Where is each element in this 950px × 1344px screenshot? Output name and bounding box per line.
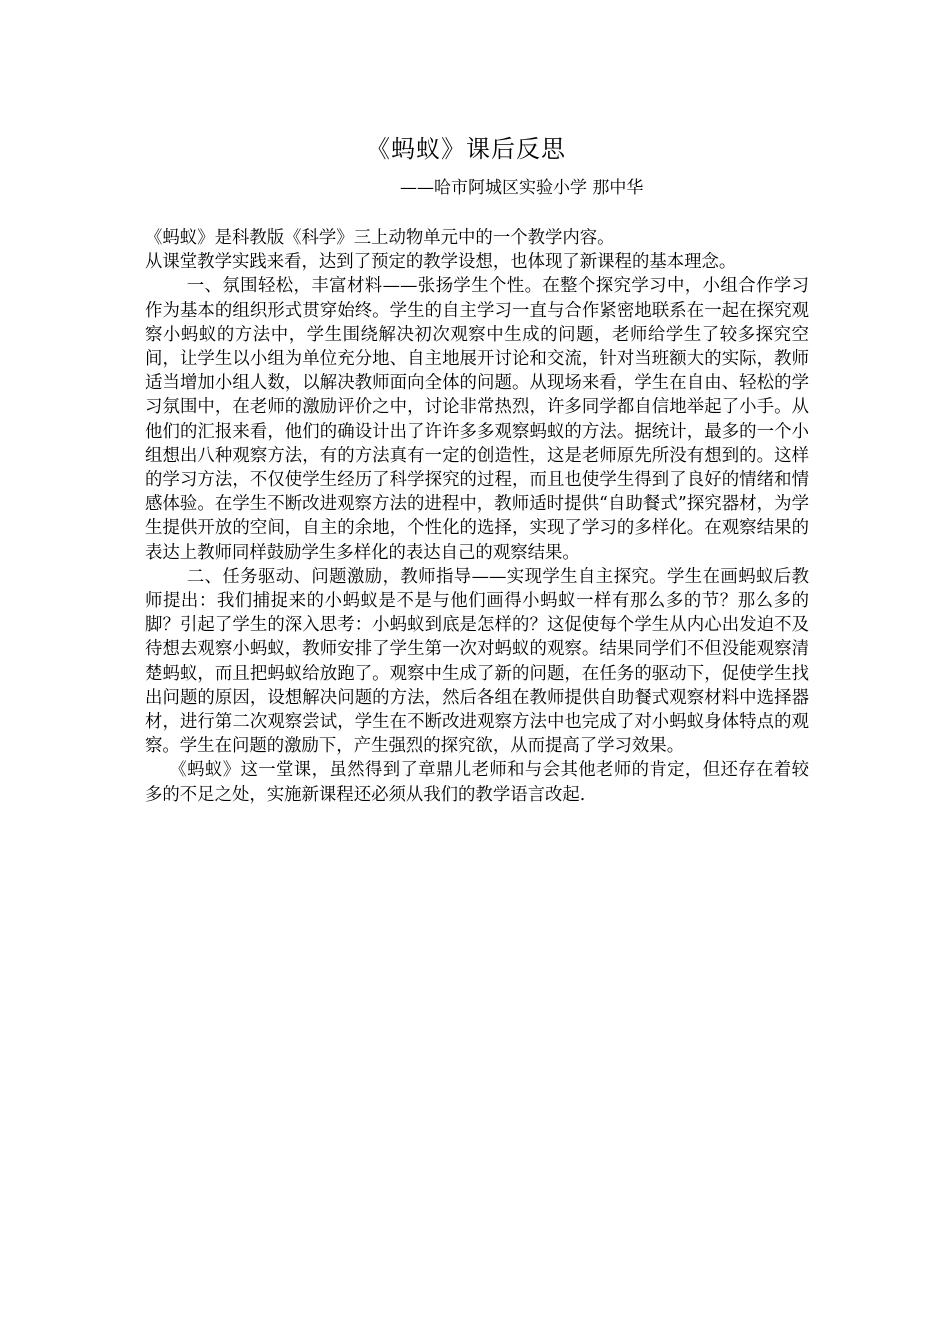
paragraph-intro-2: 从课堂教学实践来看，达到了预定的教学设想，也体现了新课程的基本理念。 xyxy=(145,252,737,273)
document-title: 《蚂蚁》课后反思 xyxy=(366,135,566,163)
paragraph-conclusion: 《蚂蚁》这一堂课，虽然得到了章鼎儿老师和与会其他老师的肯定，但还存在着较多的不足之处，实施新课程还必须从我们的教学语言改起. xyxy=(145,760,809,805)
author-line: ——哈市阿城区实验小学 那中华 xyxy=(400,178,644,198)
paragraph-intro-1: 《蚂蚁》是科教版《科学》三上动物单元中的一个教学内容。 xyxy=(145,228,615,248)
paragraph-section-2: 二、任务驱动、问题激励，教师指导——实现学生自主探究。学生在画蚂蚁后教师提出：我们捕捉来的小蚂蚁是不是与他们画得小蚂蚁一样有那么多的节？那么多的脚？引起了学生的深入思考：小蚂蚁到底是怎样的？这促使每个学生从内心出发迫不及待想去观察小蚂蚁，教师安排了学生第一次对蚂蚁的观察。结果同学们不但没能观察清楚蚂蚁，而且把蚂蚁给放跑了。观察中生成了新的问题，在任务的驱动下，促使学生找出问题的原因，设想解决问题的方法，然后各组在教师提供自助餐式观察材料中选择器材，进行第二次观察尝试，学生在不断改进观察方法中也完成了对小蚂蚁身体特点的观察。学生在问题的激励下，产生强烈的探究欲，从而提高了学习效果。 xyxy=(145,566,809,757)
document-body xyxy=(145,226,809,807)
paragraph-section-1: 一、氛围轻松，丰富材料——张扬学生个性。在整个探究学习中，小组合作学习作为基本的组织形式贯穿始终。学生的自主学习一直与合作紧密地联系在一起在探究观察小蚂蚁的方法中，学生围绕解决初次观察中生成的问题，老师给学生了较多探究空间，让学生以小组为单位充分地、自主地展开讨论和交流，针对当班额大的实际，教师适当增加小组人数，以解决教师面向全体的问题。从现场来看，学生在自由、轻松的学习氛围中，在老师的激励评价之中，讨论非常热烈，许多同学都自信地举起了小手。从他们的汇报来看，他们的确设计出了许许多多观察蚂蚁的方法。据统计，最多的一个小组想出八种观察方法，有的方法真有一定的创造性，这是老师原先所没有想到的。这样的学习方法，不仅使学生经历了科学探究的过程，而且也使学生得到了良好的情绪和情感体验。在学生不断改进观察方法的进程中，教师适时提供“自助餐式”探究器材，为学生提供开放的空间，自主的余地，个性化的选择，实现了学习的多样化。在观察结果的表达上教师同样鼓励学生多样化的表达自己的观察结果。 xyxy=(145,276,809,563)
